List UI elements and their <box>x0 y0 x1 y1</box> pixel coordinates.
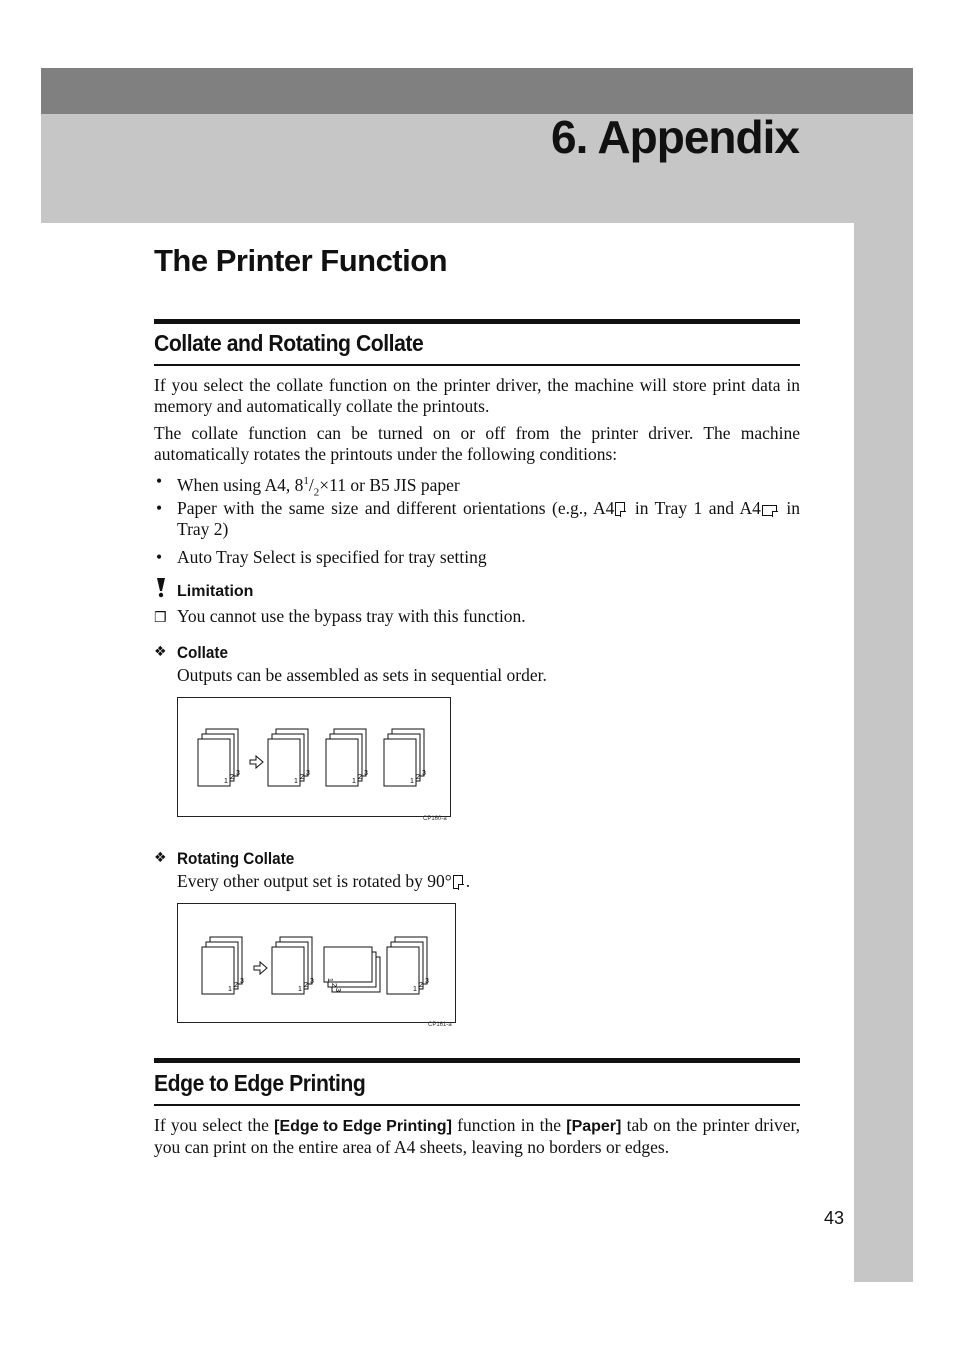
svg-text:1: 1 <box>298 986 302 993</box>
svg-text:2: 2 <box>300 774 304 781</box>
svg-text:1: 1 <box>224 778 228 785</box>
paper-stack <box>202 937 244 994</box>
svg-text:3: 3 <box>364 770 368 777</box>
portrait-orientation-icon <box>453 875 463 889</box>
collate-intro-paragraph: If you select the collate function on the printer driver, the machine will store print data in memory and automatically collate the printouts. <box>154 375 800 416</box>
section-rule-top <box>154 319 800 324</box>
svg-text:3: 3 <box>306 770 310 777</box>
paper-stack-rotated <box>324 947 380 992</box>
svg-text:2: 2 <box>416 774 420 781</box>
collate-description: Outputs can be assembled as sets in sequential order. <box>177 665 547 685</box>
diamond-marker-icon: ❖ <box>154 644 167 660</box>
svg-text:2: 2 <box>358 774 362 781</box>
svg-text:1: 1 <box>413 986 417 993</box>
svg-text:2: 2 <box>419 982 423 989</box>
section-rule-bottom <box>154 364 800 366</box>
rotating-collate-diagram <box>178 904 455 1022</box>
svg-text:1: 1 <box>352 778 356 785</box>
svg-text:1: 1 <box>326 978 333 982</box>
svg-text:3: 3 <box>422 770 426 777</box>
chapter-title: 6. Appendix <box>551 111 799 163</box>
limitation-item: ❒ You cannot use the bypass tray with this function. <box>154 606 526 626</box>
limitation-icon <box>155 578 167 598</box>
ui-term-edge-to-edge: [Edge to Edge Printing] <box>274 1118 452 1135</box>
diamond-marker-icon: ❖ <box>154 850 167 866</box>
svg-text:3: 3 <box>334 988 341 992</box>
svg-text:2: 2 <box>304 982 308 989</box>
arrow-icon <box>254 962 267 974</box>
paper-stack <box>272 937 314 994</box>
landscape-orientation-icon <box>762 505 777 516</box>
arrow-icon <box>250 756 263 768</box>
checkbox-icon: ❒ <box>154 610 167 626</box>
collate-diagram <box>178 698 450 816</box>
figure-caption-cp160: CP160-a <box>423 816 447 822</box>
edge-to-edge-paragraph: If you select the [Edge to Edge Printing] function in the [Paper] tab on the printer driver, you can print on the entire area of A4 sheets, leaving no borders or edges. <box>154 1115 800 1157</box>
chapter-header-band-dark <box>41 68 913 114</box>
section-rule-bottom <box>154 1104 800 1106</box>
svg-text:2: 2 <box>234 982 238 989</box>
svg-text:3: 3 <box>310 978 314 985</box>
page-number: 43 <box>824 1208 845 1228</box>
limitation-label: Limitation <box>177 583 254 600</box>
portrait-orientation-icon <box>615 502 625 516</box>
figure-caption-cp161: CP161-a <box>428 1022 452 1028</box>
svg-text:1: 1 <box>410 778 414 785</box>
bullet-orientations: • Paper with the same size and different orientations (e.g., A4 in Tray 1 and A4 in Tray 2) <box>156 498 801 539</box>
collate-conditions-paragraph: The collate function can be turned on or off from the printer driver. The machine automatically rotates the printouts under the following conditions: <box>154 423 800 464</box>
paper-stack <box>384 729 426 786</box>
bullet-dot: • <box>156 498 163 518</box>
bullet-dot: • <box>156 471 163 491</box>
paper-stack <box>387 937 429 994</box>
paper-stack <box>326 729 368 786</box>
collate-heading: ❖ Collate <box>154 643 229 662</box>
svg-text:2: 2 <box>230 774 234 781</box>
bullet-auto-tray: • Auto Tray Select is specified for tray setting <box>156 547 487 567</box>
section-rule-top <box>154 1058 800 1063</box>
rotating-collate-description: Every other output set is rotated by 90° . <box>177 871 471 891</box>
page-title: The Printer Function <box>154 243 448 278</box>
svg-text:1: 1 <box>294 778 298 785</box>
ui-term-paper-tab: [Paper] <box>566 1118 622 1135</box>
paper-stack <box>268 729 310 786</box>
rotating-collate-heading: ❖ Rotating Collate <box>154 849 295 868</box>
section-title-collate: Collate and Rotating Collate <box>154 330 424 356</box>
svg-text:3: 3 <box>236 770 240 777</box>
paper-stack <box>198 729 240 786</box>
bullet-dot: • <box>156 547 163 567</box>
page-side-band <box>854 223 913 1282</box>
svg-text:1: 1 <box>228 986 232 993</box>
section-title-edge-to-edge: Edge to Edge Printing <box>154 1070 366 1096</box>
svg-text:3: 3 <box>240 978 244 985</box>
collate-figure <box>177 697 451 817</box>
svg-text:3: 3 <box>425 978 429 985</box>
bullet-paper-sizes: • When using A4, $8^1/_2\times 11$ or B5 JIS paper <box>156 471 460 499</box>
svg-text:2: 2 <box>330 983 337 987</box>
rotating-collate-figure <box>177 903 456 1023</box>
